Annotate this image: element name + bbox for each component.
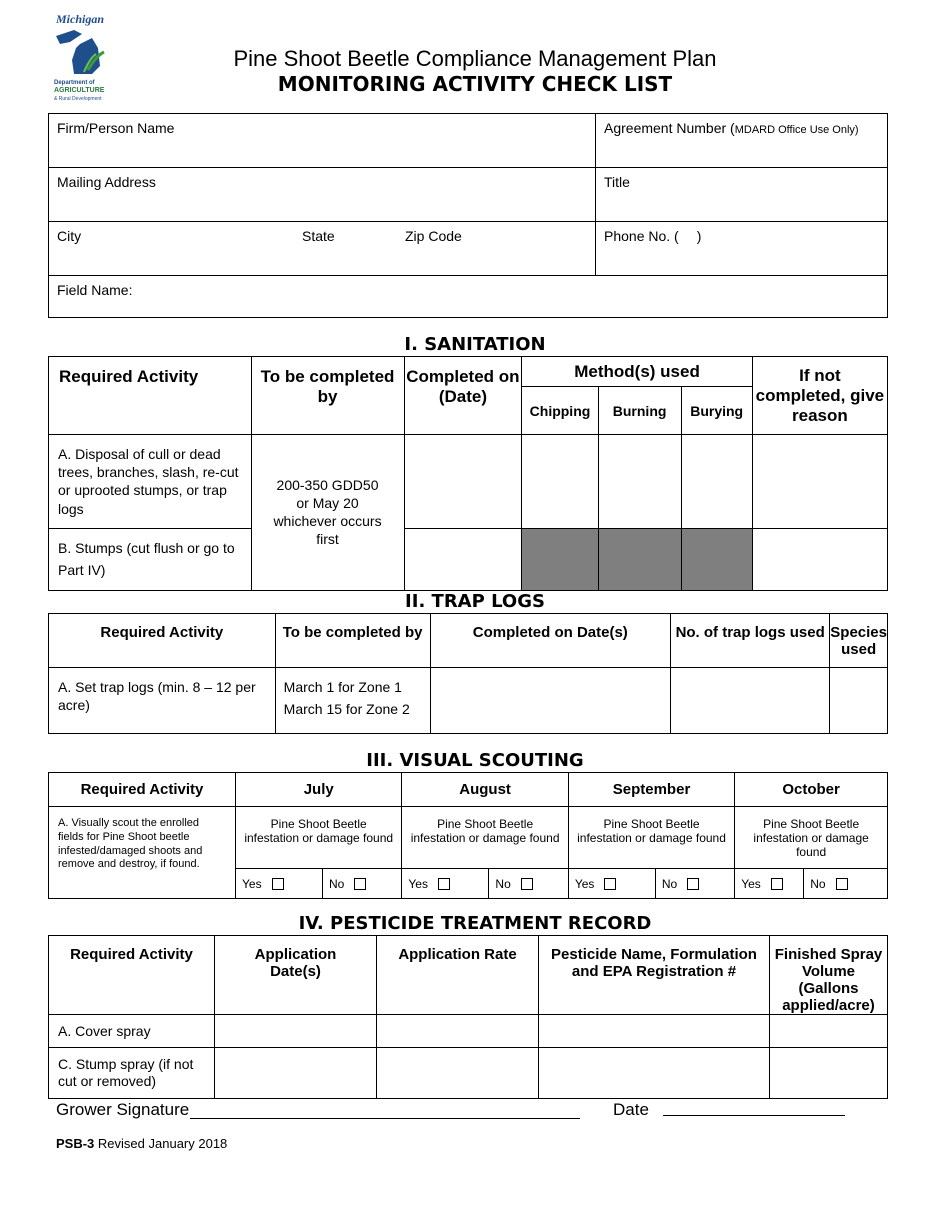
sanitation-row-a: A. Disposal of cull or dead trees, branches, slash, re-cut or uprooted stumps, or trap logs — [49, 435, 252, 529]
traplogs-col-number: No. of trap logs used — [671, 614, 830, 668]
sanitation-col-activity: Required Activity — [49, 357, 252, 435]
month-september: September — [568, 773, 734, 807]
traplogs-col-species: Species used — [830, 614, 888, 668]
sanitation-table — [48, 356, 888, 591]
september-yes-checkbox[interactable] — [604, 878, 616, 890]
traplogs-zone2: March 15 for Zone 2 — [283, 701, 410, 718]
sanitation-b-reason-cell[interactable] — [752, 528, 887, 590]
city-state-zip-field[interactable] — [49, 222, 596, 276]
method-burying: Burying — [681, 387, 752, 435]
july-no[interactable] — [323, 869, 402, 899]
logo-dept-line2: AGRICULTURE — [54, 87, 105, 94]
revised-date: Revised January 2018 — [97, 1136, 228, 1151]
form-revision — [56, 1136, 227, 1151]
field-name-field[interactable] — [49, 276, 888, 318]
pesticide-row-c: C. Stump spray (if not cut or removed) — [49, 1048, 215, 1099]
form-title: Pine Shoot Beetle Compliance Management Plan — [233, 46, 717, 71]
field-name-label: Field Name: — [57, 282, 133, 298]
stump-spray-dates-cell[interactable] — [215, 1048, 377, 1099]
september-yes[interactable] — [568, 869, 655, 899]
logo-dept-line1: Department of — [54, 80, 95, 86]
august-no-label: No — [495, 876, 511, 891]
july-no-checkbox[interactable] — [354, 878, 366, 890]
sanitation-b-completed-cell[interactable] — [404, 528, 522, 590]
pesticide-col-dates: Application Date(s) — [215, 936, 377, 1015]
sanitation-a-burying-cell[interactable] — [681, 435, 752, 529]
pesticide-table — [48, 935, 888, 1099]
traplogs-zone1: March 1 for Zone 1 — [283, 679, 402, 695]
agreement-note: MDARD Office Use Only) — [734, 124, 859, 136]
sanitation-col-tobe: To be completed by — [251, 357, 404, 435]
september-yes-label: Yes — [574, 876, 595, 891]
sanitation-a-burning-cell[interactable] — [598, 435, 681, 529]
july-yes-checkbox[interactable] — [272, 878, 284, 890]
pesticide-col-rate: Application Rate — [377, 936, 539, 1015]
logo-dept-line3: & Rural Development — [54, 96, 102, 102]
scouting-heading: III. VISUAL SCOUTING — [366, 750, 584, 771]
sanitation-b-burning-shaded — [598, 528, 681, 590]
october-no[interactable] — [804, 869, 888, 899]
mailing-address-field[interactable] — [49, 168, 596, 222]
month-july: July — [236, 773, 402, 807]
signature-label: Grower Signature — [56, 1100, 190, 1119]
scouting-row-a: A. Visually scout the enrolled fields for Pine Shoot beetle infested/damaged shoots and remove and destroy, if found. — [49, 807, 236, 899]
traplogs-col-tobe: To be completed by — [275, 614, 430, 668]
pesticide-col-activity: Required Activity — [49, 936, 215, 1015]
sanitation-row-b: B. Stumps (cut flush or go to Part IV) — [49, 528, 252, 590]
october-yes[interactable] — [735, 869, 804, 899]
september-no-label: No — [661, 876, 678, 891]
agreement-number-field[interactable] — [596, 114, 888, 168]
july-yes-label: Yes — [242, 876, 262, 891]
cover-spray-rate-cell[interactable] — [377, 1015, 539, 1048]
sanitation-a-chipping-cell[interactable] — [522, 435, 598, 529]
mailing-address-label: Mailing Address — [57, 174, 156, 190]
sanitation-heading: I. SANITATION — [404, 334, 546, 355]
city-label: City — [57, 228, 82, 244]
august-yes-label: Yes — [408, 876, 428, 891]
date-label: Date — [613, 1100, 649, 1119]
sanitation-b-chipping-shaded — [522, 528, 598, 590]
scouting-table — [48, 772, 888, 899]
october-yes-checkbox[interactable] — [771, 878, 783, 890]
cover-spray-name-cell[interactable] — [539, 1015, 770, 1048]
month-august: August — [402, 773, 568, 807]
cover-spray-dates-cell[interactable] — [215, 1015, 377, 1048]
zip-code-label: Zip Code — [405, 228, 462, 244]
traplogs-number-cell[interactable] — [671, 668, 830, 734]
august-yes-checkbox[interactable] — [438, 878, 450, 890]
stump-spray-rate-cell[interactable] — [377, 1048, 539, 1099]
traplogs-species-cell[interactable] — [830, 668, 888, 734]
sanitation-a-completed-cell[interactable] — [404, 435, 522, 529]
september-no[interactable] — [655, 869, 734, 899]
method-burning: Burning — [598, 387, 681, 435]
state-label: State — [302, 228, 335, 244]
july-yes[interactable] — [236, 869, 323, 899]
traplogs-heading: II. TRAP LOGS — [405, 591, 545, 612]
phone-field[interactable] — [596, 222, 888, 276]
form-id: PSB-3 — [56, 1136, 95, 1151]
pesticide-row-a: A. Cover spray — [49, 1015, 215, 1048]
september-no-checkbox[interactable] — [687, 878, 699, 890]
phone-close-paren: ) — [696, 228, 702, 244]
phone-label: Phone No. ( — [604, 228, 679, 244]
august-found-label: Pine Shoot Beetle infestation or damage found — [402, 807, 568, 869]
october-found-label: Pine Shoot Beetle infestation or damage found — [735, 807, 888, 869]
july-found-label: Pine Shoot Beetle infestation or damage found — [236, 807, 402, 869]
firm-name-label: Firm/Person Name — [57, 120, 175, 136]
signature-line[interactable] — [190, 1118, 580, 1119]
july-no-label: No — [329, 876, 345, 891]
august-yes[interactable] — [402, 869, 489, 899]
traplogs-col-completed: Completed on Date(s) — [430, 614, 671, 668]
sanitation-a-reason-cell[interactable] — [752, 435, 887, 529]
pesticide-col-volume: Finished Spray Volume (Gallons applied/acre) — [770, 936, 888, 1015]
october-yes-label: Yes — [741, 876, 761, 891]
agreement-label: Agreement Number ( — [604, 120, 735, 136]
traplogs-completed-cell[interactable] — [430, 668, 671, 734]
sanitation-col-reason: If not completed, give reason — [752, 357, 887, 435]
logo-michigan-text: Michigan — [56, 12, 105, 26]
method-chipping: Chipping — [522, 387, 598, 435]
stump-spray-volume-cell[interactable] — [770, 1048, 888, 1099]
date-line[interactable] — [663, 1115, 845, 1116]
traplogs-col-activity: Required Activity — [49, 614, 276, 668]
pesticide-col-name: Pesticide Name, Formulation and EPA Registration # — [539, 936, 770, 1015]
form-subtitle: MONITORING ACTIVITY CHECK LIST — [277, 72, 673, 96]
october-no-label: No — [810, 876, 826, 891]
october-no-checkbox[interactable] — [836, 878, 848, 890]
pesticide-heading: IV. PESTICIDE TREATMENT RECORD — [298, 913, 652, 934]
traplogs-table — [48, 613, 888, 734]
firm-name-field[interactable] — [49, 114, 596, 168]
sanitation-b-burying-shaded — [681, 528, 752, 590]
scouting-col-activity: Required Activity — [49, 773, 236, 807]
august-no-checkbox[interactable] — [521, 878, 533, 890]
traplogs-row-a: A. Set trap logs (min. 8 – 12 per acre) — [49, 668, 276, 734]
title-field[interactable] — [596, 168, 888, 222]
title-label: Title — [604, 174, 630, 190]
sanitation-col-completed: Completed on (Date) — [404, 357, 522, 435]
stump-spray-name-cell[interactable] — [539, 1048, 770, 1099]
august-no[interactable] — [489, 869, 568, 899]
cover-spray-volume-cell[interactable] — [770, 1015, 888, 1048]
sanitation-deadline: 200-350 GDD50 or May 20 whichever occurs first — [251, 435, 404, 591]
month-october: October — [735, 773, 888, 807]
sanitation-col-method: Method(s) used — [522, 357, 753, 387]
info-table — [48, 113, 888, 318]
september-found-label: Pine Shoot Beetle infestation or damage found — [568, 807, 734, 869]
